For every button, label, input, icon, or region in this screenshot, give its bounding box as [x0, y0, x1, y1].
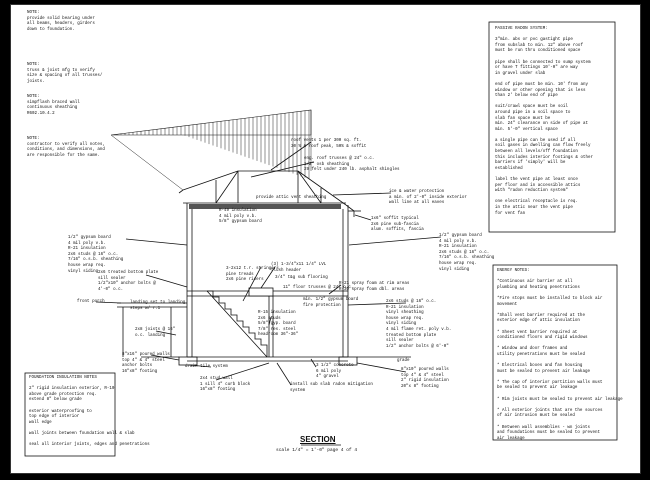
- callout-gyp_l: 1/2" gypsum board 4 mil poly v.b. R-21 insulation 2x6 studs @ 16" o.c. 7/16" o.s.b. sheathing house wrap req. vinyl siding: [68, 236, 124, 274]
- callout-ceiling: R-49 insulation 4 mil poly v.b. 5/8" gypsum board: [219, 209, 262, 225]
- ceiling-insulation: [189, 204, 341, 209]
- callout-gyp_r: 1/2" gypsum board 4 mil poly v.b. R-21 insulation 2x6 studs @ 16" o.c. 7/16" o.s.b. sheathing house wrap req. vinyl siding: [439, 234, 495, 272]
- callout-header: (3) 1-3/4"x11 1/4" LVL flush header: [271, 263, 327, 273]
- callout-stringers: 3-2x12 t.r. stringers pine treads 2x6 pine risers: [226, 267, 279, 283]
- radon-notes: PASSIVE RADON SYSTEM: 3"min. abs or pvc gastight pipe from subslab to min. 12" above roof must be run thru conditioned space pipe shall be connected to sump system or have T fittings 10'-0" are way in gravel under slab end of pipe must be min. 10' from any window or other opening that is less than 2' below end of pipe suit/crawl space must be soil around pipe in a soil space to slab fan space must be min. 24" clearance on side of pipe at min. 5'-0" vertical space a single pipe can be used if all soil gases in dwelling can flow freely between all levels/off foundation this includes interior footings & other barriers if 'simply' will be established label the vent pipe at least once per floor and in accessible attics with "radon reduction system" one electrical receptacle is req. in the attic near the vent pipe for vent fan: [495, 27, 594, 216]
- callout-drain: drain tile system: [185, 365, 228, 369]
- drawing-title: SECTION: [300, 435, 336, 444]
- flush-header: [249, 288, 273, 296]
- callout-grade: grade: [397, 359, 410, 363]
- callout-subfloor: 3/4" t&g sub flooring: [275, 276, 328, 280]
- callout-attic: provide attic vent sheathing: [256, 196, 327, 200]
- callout-landing: landing set to landing steps w/ r.1: [130, 301, 186, 311]
- callout-treated: 2x6 treated bottom plate sill sealer 1/2"x10" anchor bolts @ 4'-0" o.c.: [98, 271, 159, 292]
- callout-gypfire: min. 1/2" gypsum board fire protection: [303, 298, 359, 308]
- note-bearing: NOTE: provide solid bearing under all beams, headers, girders down to foundation.: [27, 11, 95, 32]
- callout-bsmtwall: 2x6 studs @ 16" o.c. R-21 insulation vinyl sheathing house wrap req. vinyl siding 4 mil flame ret. poly v.b. treated bottom plate sill sealer 1/2" anchor bolts @ 6'-0": [386, 300, 452, 349]
- drawing-sheet: [10, 4, 641, 474]
- callout-pier: 8"x16" poured walls top 4" & 4" steel anchor bolts 16"x8" footing: [122, 353, 170, 374]
- callout-rimboard: R-21 spray foam at rim areas R-30 spray foam dbl. areas: [339, 282, 410, 292]
- callout-ice: ice & water protection a min. of 2'-0" inside exterior wall line at all eaves: [389, 190, 467, 206]
- callout-conc: 3 1/2" concrete 6 mil poly 4" gravel: [316, 364, 354, 380]
- callout-front: front porch: [77, 300, 105, 304]
- callout-bsmtpour: 8"x10" poured walls top 4" & 4" steel 2" rigid insulation 20"x 8" footing: [401, 368, 449, 389]
- callout-fascia: 1x6" soffit typical 2x6 pine sub-fascia alum. soffits, fascia: [371, 217, 424, 233]
- callout-floorjoist: 11" floor trusses @ 24" o.c.: [283, 286, 354, 290]
- scale-note: scale 1/4" = 1'-0" page 4 of 4: [276, 448, 358, 453]
- callout-studs: 2x4 stud wall 1 sill 4" curb block 16"x8" footing: [200, 377, 251, 393]
- roof-hatch: [111, 110, 311, 190]
- callout-roofnotes: eng. roof trusses @ 24" o.c. 1/2" osb sheathing 29 felt under 240 lb. asphalt shingles: [304, 157, 400, 173]
- callout-joists: 2x8 joists @ 16" o.c. landing: [135, 328, 176, 338]
- roof-line-left: [183, 171, 238, 190]
- callout-roof: roof vents 1 per 300 sq. ft. 30 % & roof peak, 50% & soffit: [291, 139, 367, 149]
- foundation-insulation-notes: FOUNDATION INSULATION NOTES 2" rigid insulation exterior, R-10 above grade protection req. extend 8" below grade exterior waterproofing to top edge of interior wall edge wall joints between foundation wall & slab seal all interior joints, edges and penetrations: [29, 376, 150, 448]
- callout-bsmthdr: R-15 insulation 2x6 studs 5/8" gyp. board 7/8" res. steel headroom 36"-36": [258, 311, 299, 338]
- roof-slope-line: [111, 135, 183, 190]
- note-contractor: NOTE: contractor to verify all notes, conditions, and dimensions, and are responsible for the same.: [27, 137, 105, 158]
- note-braced-wall: NOTE: simpflash braced wall continuous sheathing R602.10.4.2: [27, 95, 80, 116]
- energy-notes: ENERGY NOTES: *Continuous air barrier at all plumbing and heating penetrations *Fire stops must be installed to block air movement *Shall vent barrier required at the exterior edge of attic insulation * Sheet vent barrier required at conditioned floors and rigid windows * Window and door frames and utility penetrations must be sealed * Electrical boxes and fan housing must be sealed to prevent air leakage * The cap of interior partition walls must be sealed to prevent air leakage * Rim joists must be sealed to prevent air leakage * All exterior joints that are the sources of air intrusion must be sealed * Between wall assemblies - wn joints and foundations must be sealed to prevent air leakage: [497, 269, 623, 441]
- callout-sump: install sub slab radon mitigation system: [290, 383, 373, 393]
- note-truss-mfg: NOTE: truss & joist mfg to verify size & spacing of all trusses/ joists.: [27, 63, 103, 84]
